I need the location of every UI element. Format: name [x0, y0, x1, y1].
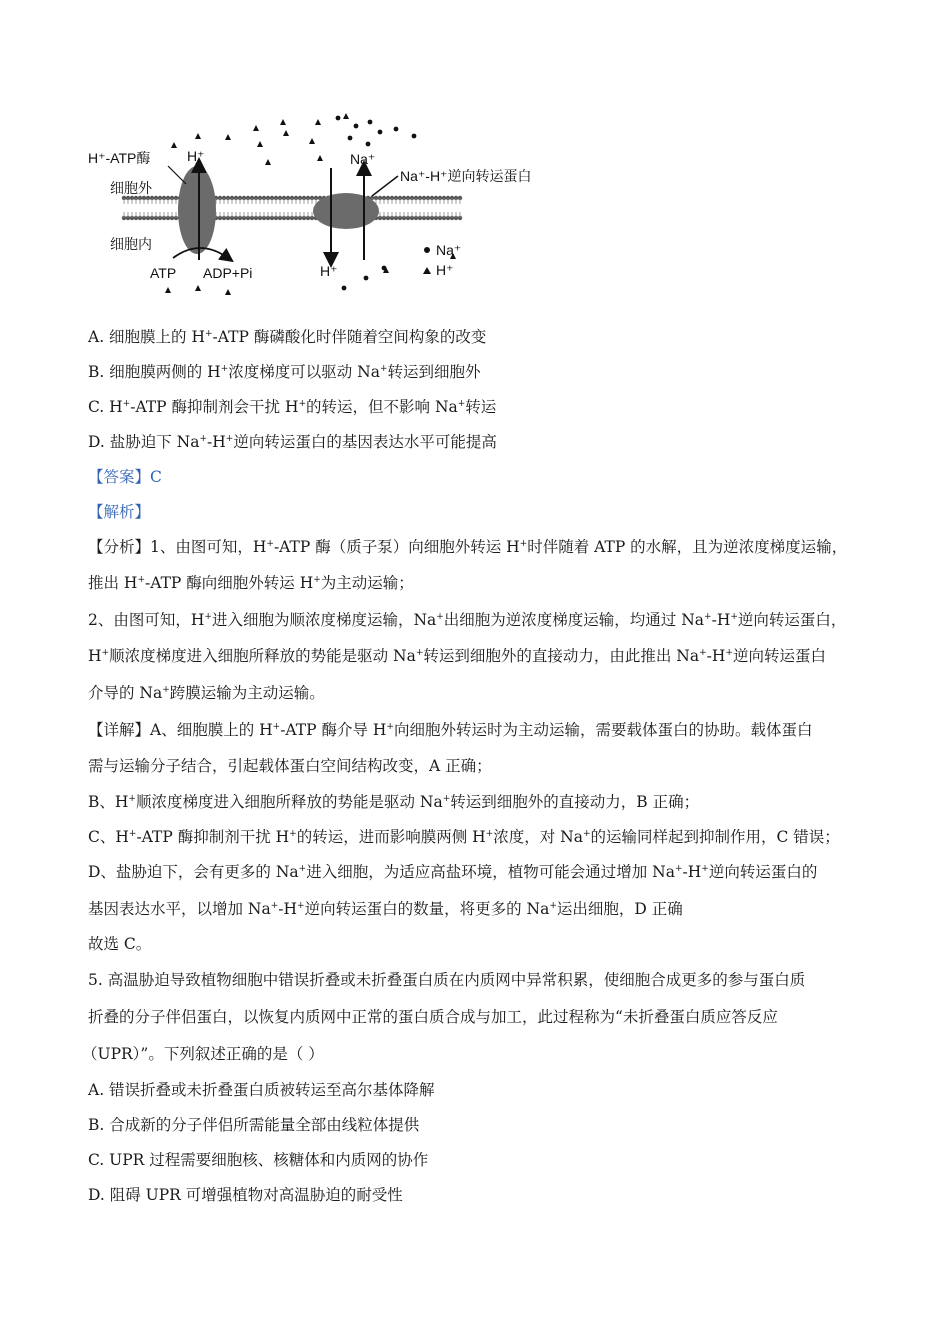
legend-h-triangle — [423, 267, 431, 274]
na-ion-mark — [366, 142, 371, 147]
h-ion-mark — [315, 119, 321, 125]
na-ion-mark — [342, 286, 347, 291]
antiporter-label: Na⁺-H⁺逆向转运蛋白 — [400, 168, 532, 184]
adp-label: ADP+Pi — [203, 265, 253, 281]
answer-line: 【答案】C — [88, 468, 162, 486]
antiporter-pointer — [372, 176, 398, 196]
q4-option-c: C. H+-ATP 酶抑制剂会干扰 H+的转运，但不影响 Na+转运 — [88, 398, 497, 416]
detail-line-5: D、盐胁迫下，会有更多的 Na+进入细胞，为适应高盐环境，植物可能会通过增加 Na+-H+逆向转运蛋白的 — [88, 863, 818, 881]
detail-line-3: B、H+顺浓度梯度进入细胞所释放的势能是驱动 Na+转运到细胞外的直接动力，B 正确； — [88, 793, 700, 811]
detail-line-2: 需与运输分子结合，引起载体蛋白空间结构改变，A 正确； — [88, 757, 492, 775]
na-ion-mark — [354, 124, 359, 129]
h-ion-mark — [343, 113, 349, 119]
legend-h-label: H⁺ — [436, 262, 454, 278]
na-ion-mark — [336, 116, 341, 121]
detail-line-7: 故选 C。 — [88, 935, 152, 953]
outside-label: 细胞外 — [110, 180, 152, 196]
h-ion-mark — [283, 130, 289, 136]
q4-option-a: A. 细胞膜上的 H+-ATP 酶磷酸化时伴随着空间构象的改变 — [88, 328, 487, 346]
analysis-line-5: 介导的 Na+跨膜运输为主动运输。 — [88, 684, 325, 702]
q4-option-d: D. 盐胁迫下 Na+-H+逆向转运蛋白的基因表达水平可能提高 — [88, 433, 497, 451]
q5-option-c: C. UPR 过程需要细胞核、核糖体和内质网的协作 — [88, 1151, 429, 1169]
q5-stem-3: （UPR）”。下列叙述正确的是（ ） — [82, 1045, 324, 1063]
h-top-label: H⁺ — [187, 148, 205, 164]
detail-line-6: 基因表达水平，以增加 Na+-H+逆向转运蛋白的数量，将更多的 Na+运出细胞，D 正确 — [88, 900, 683, 918]
analysis-line-2: 推出 H+-ATP 酶向细胞外转运 H+为主动运输； — [88, 574, 414, 592]
h-ion-mark — [317, 155, 323, 161]
na-ion-mark — [364, 276, 369, 281]
atp-label: ATP — [150, 265, 177, 281]
legend-na-label: Na⁺ — [436, 242, 462, 258]
h-ion-mark — [225, 134, 231, 140]
membrane-transport-diagram — [88, 110, 568, 305]
enzyme-label: H⁺-ATP酶 — [88, 150, 151, 166]
h-ion-mark — [309, 138, 315, 144]
na-ion-mark — [348, 136, 353, 141]
q5-stem-1: 5. 高温胁迫导致植物细胞中错误折叠或未折叠蛋白质在内质网中异常积累，使细胞合成更多的参与蛋白质 — [88, 971, 806, 989]
na-top-label: Na⁺ — [350, 151, 376, 167]
q5-option-d: D. 阻碍 UPR 可增强植物对高温胁迫的耐受性 — [88, 1186, 403, 1204]
enzyme-pointer — [168, 166, 186, 184]
h-ion-mark — [225, 289, 231, 295]
na-ion-mark — [394, 127, 399, 132]
q5-option-a: A. 错误折叠或未折叠蛋白质被转运至高尔基体降解 — [88, 1081, 435, 1099]
analysis-line-4: H+顺浓度梯度进入细胞所释放的势能是驱动 Na+转运到细胞外的直接动力，由此推出 Na+-H+逆向转运蛋白 — [88, 647, 826, 665]
h-ion-mark — [257, 141, 263, 147]
analysis-title: 【解析】 — [88, 503, 151, 521]
inside-label: 细胞内 — [110, 236, 152, 252]
detail-line-4: C、H+-ATP 酶抑制剂干扰 H+的转运，进而影响膜两侧 H+浓度，对 Na+的运输同样起到抑制作用，C 错误； — [88, 828, 840, 846]
h-atpase-protein — [178, 166, 216, 254]
na-ion-mark — [378, 130, 383, 135]
na-ion-mark — [412, 134, 417, 139]
h-ion-mark — [165, 287, 171, 293]
lipid-bilayer — [122, 196, 462, 220]
legend-na-dot — [424, 247, 430, 253]
h-ion-mark — [253, 125, 259, 131]
h-ion-mark — [195, 133, 201, 139]
h-bottom-label: H⁺ — [320, 263, 338, 279]
q4-option-b: B. 细胞膜两侧的 H+浓度梯度可以驱动 Na+转运到细胞外 — [88, 363, 481, 381]
h-ion-mark — [171, 142, 177, 148]
analysis-line-3: 2、由图可知，H+进入细胞为顺浓度梯度运输，Na+出细胞为逆浓度梯度运输，均通过 Na+-H+逆向转运蛋白， — [88, 611, 847, 629]
na-h-antiporter-protein — [313, 193, 379, 229]
q5-stem-2: 折叠的分子伴侣蛋白，以恢复内质网中正常的蛋白质合成与加工，此过程称为“未折叠蛋白质应答反应 — [88, 1008, 778, 1026]
detail-line-1: 【详解】A、细胞膜上的 H+-ATP 酶介导 H+向细胞外转运时为主动运输，需要载体蛋白的协助。载体蛋白 — [88, 721, 813, 739]
h-ion-mark — [195, 285, 201, 291]
q5-option-b: B. 合成新的分子伴侣所需能量全部由线粒体提供 — [88, 1116, 420, 1134]
na-ion-mark — [382, 266, 387, 271]
analysis-line-1: 【分析】1、由图可知，H+-ATP 酶（质子泵）向细胞外转运 H+时伴随着 ATP 的水解，且为逆浓度梯度运输， — [88, 538, 848, 556]
h-ion-mark — [265, 159, 271, 165]
h-ion-mark — [280, 119, 286, 125]
na-ion-mark — [368, 120, 373, 125]
